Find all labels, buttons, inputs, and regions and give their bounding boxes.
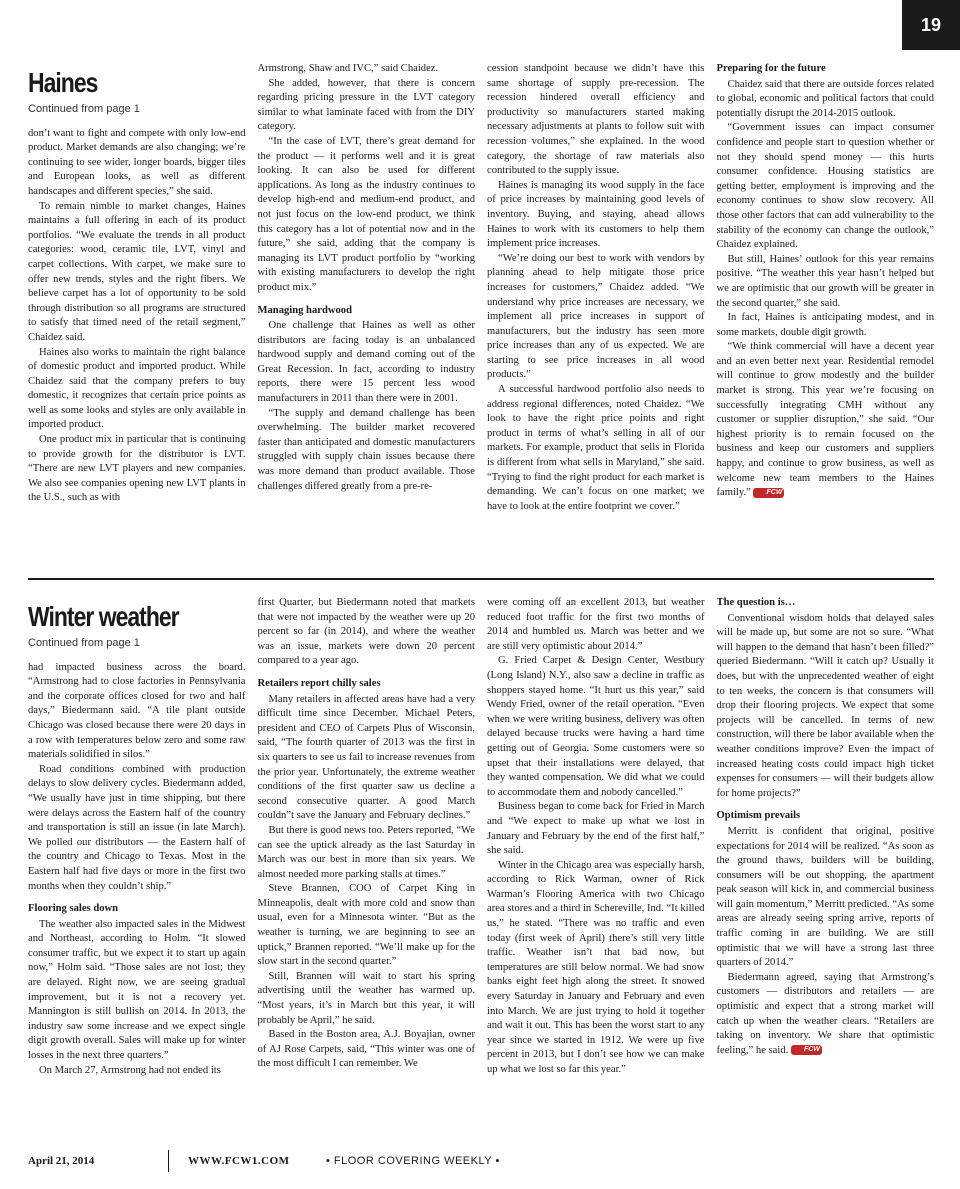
winter-column-3: [487, 596, 705, 1136]
text: Business began to come back for Fried in March and “We expect to make up what we lost in January and February by the end of the first half,” she said.: [487, 801, 705, 857]
paragraph: [28, 346, 246, 434]
winter-column-4: [717, 596, 935, 1136]
paragraph: [717, 971, 935, 1059]
winter-column-2: [258, 596, 476, 1136]
website-url: WWW.FCW1.COM: [188, 1155, 290, 1167]
text: But there is good news too. Peters reported, “We can see the uptick already as the last Saturday in March was our best in more than six years. We almost needed more parking stalls at times.”: [257, 824, 475, 880]
text: cession standpoint because we didn’t have this same shortage of supply pre-recession. The recession hindered overall efficiency and productivity so manufacturers started making necessary adjustments at plants to follow suit with recession volumes,” she explained. In the wood category, the shortage of raw materials also contributed to the supply issue.: [487, 63, 705, 177]
page-number: 19: [902, 0, 960, 50]
haines-column-4: [717, 62, 935, 570]
text: Biedermann agreed, saying that Armstrong’s customers — distributors and retailers — are optimistic and expect that a strong market will catch up when the weather clears. “Retailers are taking on inventory. We share that optimistic feeling,” he said.: [716, 971, 934, 1056]
text: Haines also works to maintain the right balance of domestic product and imported product. While Chaidez said that the company prefers to buy domestic, it recognizes that certain price points as well as some looks and styles are only available in imported product.: [28, 346, 246, 431]
text: The question is…: [716, 597, 796, 608]
headline: Haines: [28, 67, 98, 98]
text: Retailers report chilly sales: [257, 677, 381, 689]
paragraph: [258, 62, 476, 77]
text: Chaidez said that there are outside forces related to global, economic and political factors that could potentially disrupt the 2014-2015 outlook.: [716, 78, 934, 119]
paragraph: [258, 319, 476, 407]
text: “Government issues can impact consumer confidence and people start to question whether or not they should spend money — this hurts consumer confidence. Housing statistics are getting better, employment is improving and the economy continues to show slow recovery. All those other factors that can add vulnerability to the stability of the economy can change the outlook,” Chaidez explained.: [716, 122, 934, 251]
paragraph: [487, 596, 705, 654]
paragraph: [28, 200, 246, 346]
paragraph: [258, 970, 476, 1028]
paragraph: [258, 596, 476, 669]
text: A successful hardwood portfolio also needs to address regional differences, noted Chaidez. “We look to have the right price points and right product in terms of what’s selling in all of our markets. For example, product that sells in Florida is different from what sells in Maryland,” she said. “Trying to find the right product for each market is demanding. We can’t focus on one market; we have to look at the entire footprint we cover.”: [487, 384, 705, 512]
subheading: [258, 304, 476, 319]
paragraph: [258, 824, 476, 882]
text: “We think commercial will have a decent year and an even better next year. Residential remodel will continue to grow modestly and the builder market is strong. This year we’re focusing on successfully integrating CMH without any customer or supplier disruption,” she said. “Our highest priority is to remain focused on the business and keep our customers and suppliers happy, and continue to grow business, as well as welcome new team members to the Haines family.”: [716, 341, 934, 499]
haines-column-2: [258, 62, 476, 570]
text: “In the case of LVT, there’s great demand for the product — it performs well and it is great looking. It can also be used for different applications. As long as the industry continues to develop high-end and medium-end product, and not just focus on the low-end product, we think this category has a lot of potential now and in the future,” she said, adding that the company is managing its LVT product portfolio by “working with existing manufacturers to develop the right product mix.”: [257, 135, 475, 293]
continued-note: Continued from page 1: [28, 103, 140, 115]
paragraph: [487, 654, 705, 800]
text: Preparing for the future: [716, 63, 826, 74]
fcw-end-mark: FCW: [753, 488, 784, 498]
article-haines: [28, 62, 934, 570]
paragraph: [487, 383, 705, 514]
text: Merritt is confident that original, positive expectations for 2014 will be realized. “As soon as the ground thaws, builders will be building, consumers will be out shopping, the apartment peak season will kick in, and commercial business will gain momentum,” Merritt predicted. “As some areas are already seeing spring arrive, reports of traffic coming in are building. We are still optimistic that we will have a strong last three quarters of 2014.”: [716, 825, 934, 969]
text: Steve Brannen, COO of Carpet King in Minneapolis, dealt with more cold and snow than usual, even for a Minnesota winter. “But as the weather is turning, we are beginning to see an uptick,” Brannen reported. “We’ll make up for the slow start in the second quarter.”: [257, 883, 475, 968]
fcw-end-mark: FCW: [791, 1045, 822, 1055]
paragraph: [28, 127, 246, 200]
paragraph: [717, 311, 935, 340]
headline: Winter weather: [28, 601, 179, 632]
paragraph: [717, 340, 935, 501]
text: On March 27, Armstrong had not ended its: [39, 1064, 221, 1076]
paragraph: [28, 433, 246, 506]
paragraph: [28, 1064, 246, 1079]
text: had impacted business across the board. “Armstrong had to close factories in Pennsylvania and the corporate offices closed for two and half days,” Biedermann said. “A tile plant outside Chicago was closed because there were 20 days in a row with temperatures below zero and some raw materials solidified in silos.”: [28, 661, 246, 761]
text: Still, Brannen will wait to start his spring advertising until the weather has warmed up. “Most years, it’s in March but this year, it will probably be April,” he said.: [257, 970, 475, 1026]
paragraph: [487, 252, 705, 383]
paragraph: [258, 1028, 476, 1072]
text: One product mix in particular that is continuing to provide growth for the distributor is LVT. “There are new LVT players and new companies. We also see companies opening new LVT plants in the U.S., such as with: [28, 434, 246, 504]
paragraph: [717, 121, 935, 252]
paragraph: [717, 253, 935, 311]
paragraph: [487, 800, 705, 858]
text: don’t want to fight and compete with only low-end product. Market demands are also changing; we’re continuing to see wider, longer boards, bigger tiles and European looks, as well as different handscapes and different species,” she said.: [28, 127, 246, 197]
subheading: [717, 596, 935, 611]
paragraph: [258, 135, 476, 296]
text: Managing hardwood: [257, 304, 352, 316]
paragraph: [717, 78, 935, 122]
paragraph: [717, 612, 935, 802]
haines-column-1: [28, 62, 246, 570]
text: “We’re doing our best to work with vendors by planning ahead to help mitigate those price increases for customers,” Chaidez added. “We understand why price increases are necessary, we implement all price increases in support of manufacturers, but the industry has seen more price increases than any of us expected. We are starting to see price increases in all wood products.”: [487, 252, 705, 381]
paragraph: [258, 693, 476, 824]
paragraph: [717, 825, 935, 971]
paragraph: [28, 918, 246, 1064]
text: “The supply and demand challenge has been overwhelming. The builder market recovered faster than anticipated and domestic manufacturers struggled with supply chain issues because there was more demand than product available. Those challenges differed greatly from a pre-re-: [257, 407, 475, 492]
paragraph: [258, 77, 476, 135]
subheading: [717, 62, 935, 77]
text: Optimism prevails: [716, 810, 801, 822]
text: Conventional wisdom holds that delayed sales will be made up, but some are not so sure. “What will happen to the demand that hasn’t been filled?” queried Biedermann. “Will it catch up? Usually it does, but with the unprecedented weather of eight to ten weeks, the concern is that consumers will drop their flooring projects. We expect that some projects will be cancelled. In terms of new construction, will there be labor available when the weather conditions improve? Even the impact of increased heating costs could impact high ticket expenses for consumers — will their budgets allow for home projects?”: [716, 612, 934, 799]
text: Road conditions combined with production delays to slow delivery cycles. Biedermann added, “We usually have just in time shipping, but there were delays across the Eastern half of the country and transportation is still an issue (in late March). We polled our distributors — the Eastern half of the country and Chicago to Texas. Most in the Eastern half had five days or more in the first two months when they couldn’t ship.”: [28, 763, 246, 892]
publication-name: • FLOOR COVERING WEEKLY •: [326, 1155, 500, 1167]
haines-column-3: [487, 62, 705, 570]
paragraph: [258, 407, 476, 495]
paragraph: [487, 179, 705, 252]
paragraph: [28, 661, 246, 763]
text: Flooring sales down: [28, 903, 119, 915]
issue-date: April 21, 2014: [28, 1155, 95, 1167]
text: were coming off an excellent 2013, but weather reduced foot traffic for the first two months of 2014 and humbled us. March was better and we are still very optimistic about 2014.”: [487, 597, 705, 652]
article-divider: [28, 578, 934, 580]
text: But still, Haines’ outlook for this year remains positive. “The weather this year hasn’t helped but we are optimistic that our growth will be greater in the second quarter,” she said.: [716, 253, 934, 309]
text: One challenge that Haines as well as other distributors are facing today is an unbalanced hardwood supply and demand coming out of the Great Recession. In fact, according to industry reports, there were 15 percent less wood manufacturers in 2011 than there were in 2001.: [257, 320, 475, 405]
text: Many retailers in affected areas have had a very difficult time since December. Michael Peters, president and CEO of Carpets Plus of Wisconsin, said, “The fourth quarter of 2013 was the first in six quarters to see us fail to increase revenues from the prior year. Unfortunately, the extreme weather conditions of the first quarter saw us decline a second consecutive quarter. A good March couldn”t save the January and February declines.”: [257, 693, 475, 822]
subheading: [28, 902, 246, 917]
text: Haines is managing its wood supply in the face of price increases by maintaining good levels of inventory. Buying, and staying, ahead allows Haines to work with its customers to help them implement price increases.: [487, 179, 705, 250]
text: G. Fried Carpet & Design Center, Westbury (Long Island) N.Y., also saw a decline in traffic as shoppers stayed home. “It hurt us this year,” said Wendy Fried, owner of the retail operation. “Even when we were writing business, delivery was often delayed because trucks were having a hard time getting out of Georgia. Some customers were so upset that their installations were delayed, that they wanted compensation. We did what we could to accommodate them and nobody cancelled.”: [487, 655, 705, 798]
text: In fact, Haines is anticipating modest, and in some markets, double digit growth.: [716, 312, 934, 338]
text: Winter in the Chicago area was especially harsh, according to Rick Warman, owner of Rick Warman’s Flooring America with two Chicago area stores and a third in Schereville, Ind. “It killed us,” he stated. “There was no traffic and even today (first week of April) there’s still very little traffic. Weather isn’t that bad now, but temperatures are still below normal. We had snow banks eight feet high along the street. It snowed every Saturday in January and February and even into March. We are just trying to hold it together and wait it out. This has been the worst start to any year since we started in 1912. We were up five percent in 2013, but I don’t see how we can make up what we lost so far this year.”: [487, 859, 705, 1075]
text: The weather also impacted sales in the Midwest and Northeast, according to Holm. “It slowed consumer traffic, but we expect it to start up again now,” Holm said. “Those sales are not lost; they are delayed. Right now, we are seeing gradual improvement, but it is not a recovery yet. Mannington is still bullish on 2014. In 2013, the industry saw some increase and we expect single digit growth overall. Sales will make up for winter losses in the next three quarters.”: [28, 918, 246, 1062]
paragraph: [487, 62, 705, 179]
continued-note: Continued from page 1: [28, 637, 140, 649]
winter-column-1: [28, 596, 246, 1136]
paragraph: [487, 859, 705, 1078]
article-winter-weather: [28, 596, 934, 1136]
text: She added, however, that there is concern regarding pricing pressure in the LVT category similar to what laminate faced with from the DIY category.: [257, 77, 475, 133]
paragraph: [258, 882, 476, 970]
paragraph: [28, 763, 246, 894]
footer-divider: [168, 1150, 169, 1172]
subheading: [258, 677, 476, 692]
page-footer: [28, 1150, 934, 1172]
text: first Quarter, but Biedermann noted that markets that were not impacted by the weather were up 20 percent so far (in 2014), and where the weather was an issue, markets were down 20 percent compared to a year ago.: [257, 597, 475, 667]
text: To remain nimble to market changes, Haines maintains a full offering in each of its product portfolios. “We evaluate the trends in all product categories: wood, ceramic tile, LVT, vinyl and carpet collections. With carpet, we make sure to offer new trends, styles and the right fibers. We believe carpet has a lot of opportunity to be sold through distribution so all programs are structured to satisfy that timed need of the retail segment,” Chaidez said.: [28, 200, 246, 343]
text: Armstrong, Shaw and IVC,” said Chaidez.: [257, 63, 439, 74]
subheading: [717, 809, 935, 824]
text: Based in the Boston area, A.J. Boyajian, owner of AJ Rose Carpets, said, “This winter was one of the most difficult I can remember. We: [257, 1029, 475, 1070]
